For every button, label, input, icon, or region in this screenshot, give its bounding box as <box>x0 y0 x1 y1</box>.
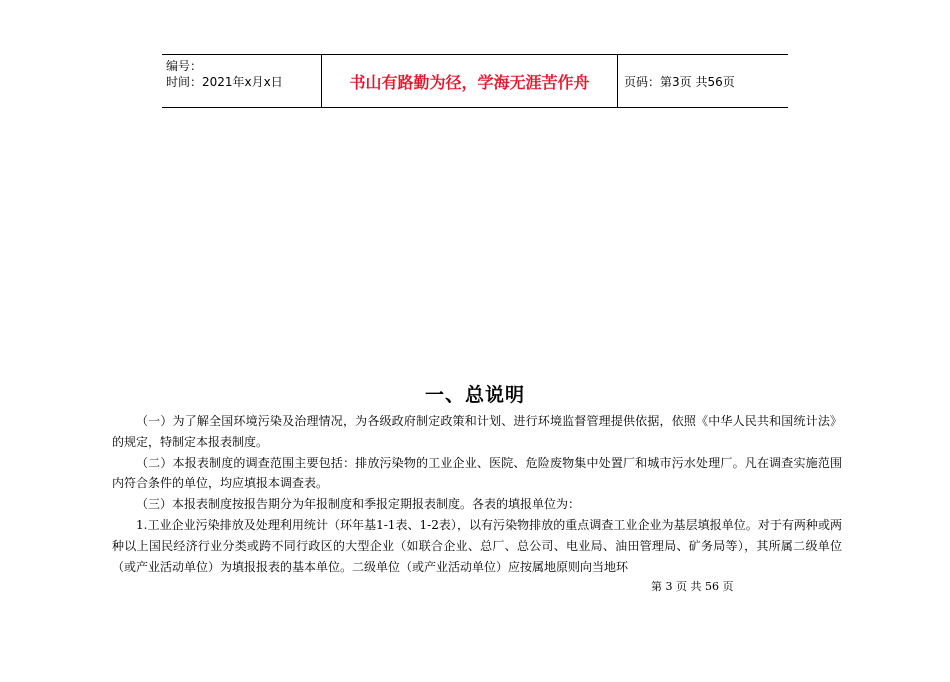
paragraph-3: （三）本报表制度按报告期分为年报制度和季报定期报表制度。各表的填报单位为： <box>136 497 581 512</box>
page-footer: 第 3 页 共 56 页 <box>651 580 734 593</box>
document-header <box>162 54 788 108</box>
header-info-cell <box>162 55 321 107</box>
paragraph-2: （二）本报表制度的调查范围主要包括：排放污染物的工业企业、医院、危险废物集中处置厂和城市污水处理厂。凡在调查实施范围内符合条件的单位，均应填报本调查表。 <box>112 455 842 491</box>
motto-text: 书山有路勤为径，学海无涯苦作舟 <box>349 72 590 92</box>
time-label: 时间：2021年x月x日 <box>166 75 283 89</box>
motto-cell <box>321 55 618 107</box>
number-label: 编号： <box>166 59 203 73</box>
page-code-text: 页码：第3页 共56页 <box>624 74 735 89</box>
page-code-cell <box>618 55 788 107</box>
section-title: 一、总说明 <box>424 384 525 406</box>
paragraph-1: （一）为了解全国环境污染及治理情况，为各级政府制定政策和计划、进行环境监督管理提供依据，依照《中华人民共和国统计法》的规定，特制定本报表制度。 <box>112 414 842 449</box>
paragraph-4: 1.工业企业污染排放及处理利用统计（环年基1-1表、1-2表），以有污染物排放的重点调查工业企业为基层填报单位。对于有两种或两种以上国民经济行业分类或跨不同行政区的大型企业（如联合企业、总厂、总公司、电业局、油田管理局、矿务局等），其所属二级单位（或产业活动单位）为填报报表的基本单位。二级单位（或产业活动单位）应按属地原则向当地环 <box>112 517 842 574</box>
section-body <box>112 411 842 577</box>
